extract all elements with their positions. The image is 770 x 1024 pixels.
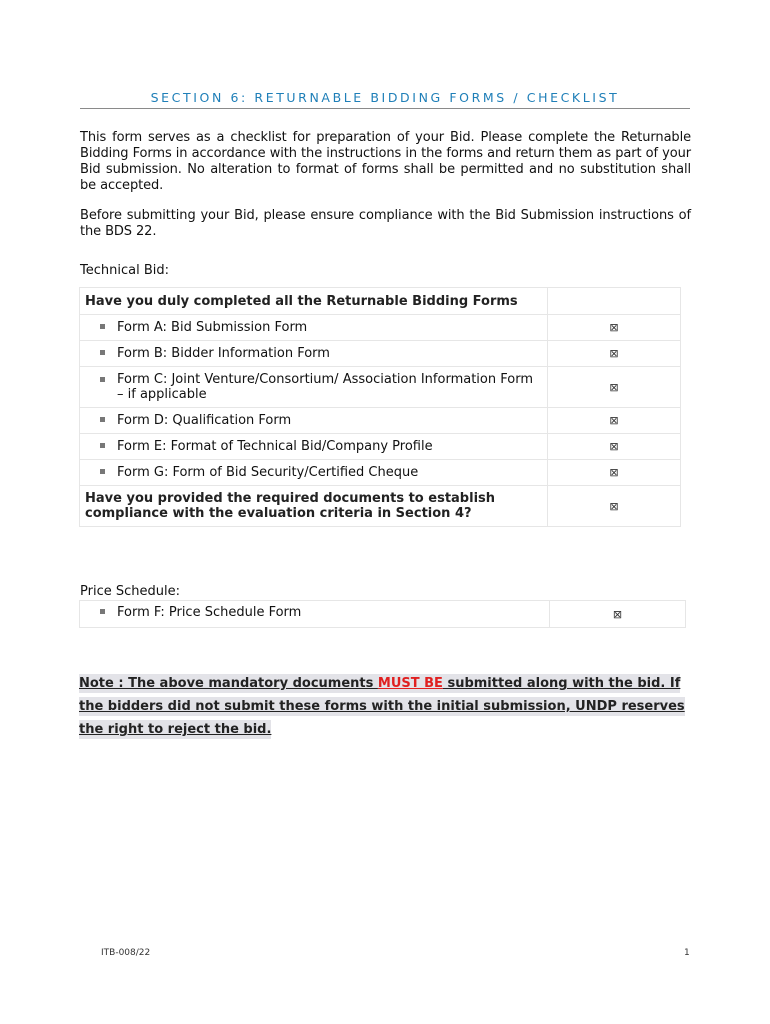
intro-paragraph: This form serves as a checklist for preparation of your Bid. Please complete the Returnable Bidding Forms in accordance with the instructions in the forms and return them as part of your Bid submission. No alteration to format of forms shall be permitted and no substitution shall be accepted. — [80, 130, 691, 193]
bullet-icon — [100, 417, 105, 422]
table-row — [80, 367, 681, 408]
compliance-paragraph: Before submitting your Bid, please ensure compliance with the Bid Submission instructions of the BDS 22. — [80, 208, 691, 239]
checkbox-form-c[interactable]: ⊠ — [548, 367, 681, 408]
item-label: Form D: Qualification Form — [117, 413, 292, 428]
checkbox-form-g[interactable]: ⊠ — [548, 460, 681, 486]
checkbox-form-a[interactable]: ⊠ — [548, 315, 681, 341]
table-row — [80, 288, 681, 315]
table-row — [80, 434, 681, 460]
footer-page-number: 1 — [684, 948, 690, 958]
checklist-item-form-f — [80, 601, 550, 628]
bullet-icon — [100, 324, 105, 329]
checklist-item-form-c — [80, 367, 548, 408]
footer-reference: ITB-008/22 — [101, 948, 151, 958]
price-schedule-checklist — [79, 600, 686, 628]
bullet-icon — [100, 609, 105, 614]
table-row — [80, 341, 681, 367]
technical-bid-checklist — [79, 287, 681, 527]
item-label: Form B: Bidder Information Form — [117, 346, 330, 361]
bullet-icon — [100, 443, 105, 448]
item-label: Form F: Price Schedule Form — [117, 605, 302, 620]
table-row — [80, 460, 681, 486]
technical-bid-heading: Technical Bid: — [80, 263, 169, 278]
checkbox-form-e[interactable]: ⊠ — [548, 434, 681, 460]
forms-question-check — [548, 288, 681, 315]
checkbox-form-d[interactable]: ⊠ — [548, 408, 681, 434]
item-label: Form A: Bid Submission Form — [117, 320, 308, 335]
table-row — [80, 408, 681, 434]
checklist-item-form-b — [80, 341, 548, 367]
item-label: Form E: Format of Technical Bid/Company Profile — [117, 439, 433, 454]
checklist-item-form-d — [80, 408, 548, 434]
checklist-item-form-e — [80, 434, 548, 460]
note-text-part1: Note : The above mandatory documents — [79, 676, 378, 691]
table-row — [80, 601, 686, 628]
table-row — [80, 486, 681, 527]
checkbox-form-b[interactable]: ⊠ — [548, 341, 681, 367]
table-row — [80, 315, 681, 341]
price-schedule-heading: Price Schedule: — [80, 584, 180, 599]
note-emphasis: MUST BE — [377, 676, 443, 691]
checkbox-form-f[interactable]: ⊠ — [550, 601, 686, 628]
checklist-item-form-a — [80, 315, 548, 341]
bullet-icon — [100, 350, 105, 355]
forms-question: Have you duly completed all the Returnable Bidding Forms — [80, 288, 548, 315]
note-text-part2: submitted along with the bid. If the bidders did not submit these forms with the initial submission, UNDP reserves the right to reject the bid. — [79, 676, 685, 737]
section-title: SECTION 6: RETURNABLE BIDDING FORMS / CHECKLIST — [80, 90, 690, 109]
bullet-icon — [100, 469, 105, 474]
checklist-item-form-g — [80, 460, 548, 486]
item-label: Form G: Form of Bid Security/Certified Cheque — [117, 465, 419, 480]
documents-question: Have you provided the required documents to establish compliance with the evaluation criteria in Section 4? — [80, 486, 548, 527]
item-label: Form C: Joint Venture/Consortium/ Association Information Form – if applicable — [117, 372, 533, 402]
checkbox-documents[interactable]: ⊠ — [548, 486, 681, 527]
mandatory-note — [79, 672, 689, 741]
bullet-icon — [100, 377, 105, 382]
